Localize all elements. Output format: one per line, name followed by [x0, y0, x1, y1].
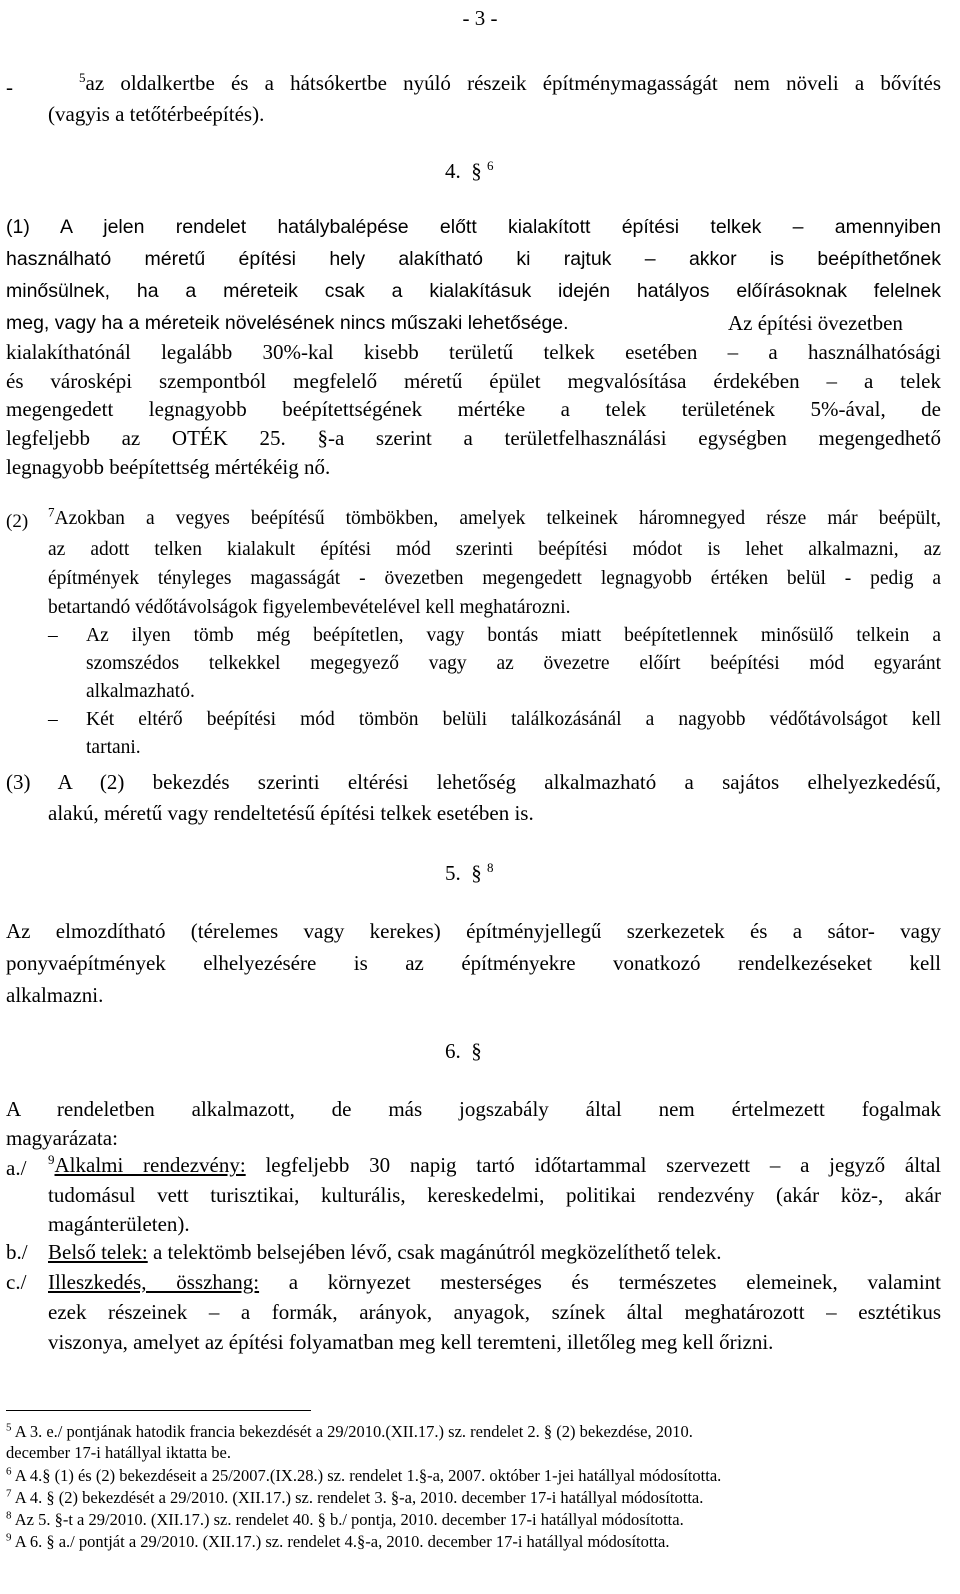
- para1-line-3: minősülnek, ha a méreteik csak a kialakításuk idején hatályos előírásoknak felelnek: [6, 280, 941, 302]
- section-5-line-3: alkalmazni.: [6, 983, 104, 1007]
- section-5-heading: 5. § $^8$: [445, 860, 494, 885]
- para1-line-8: legfeljebb az OTÉK 25. §-a szerint a területfelhasználási egységben megengedhető: [6, 426, 941, 450]
- para1-line-2: használható méretű építési hely alakítható ki rajtuk – akkor is beépíthetőnek: [6, 248, 941, 270]
- para1-line-4-tail: Az építési övezetben: [728, 311, 903, 335]
- bullet-1-line-3: alkalmazható.: [86, 681, 195, 702]
- definition-a-line-1: $^9$Alkalmi rendezvény: legfeljebb 30 napig tartó időtartammal szervezett – a jegyző által: [48, 1152, 941, 1177]
- section-6-heading: 6. §: [445, 1039, 482, 1063]
- definition-label: c./: [6, 1270, 27, 1294]
- definition-label: b./: [6, 1240, 28, 1264]
- section-6-intro-line-1: A rendeletben alkalmazott, de más jogszabály által nem értelmezett fogalmak: [6, 1097, 941, 1121]
- footnote-ref: 6: [487, 158, 494, 173]
- para1-line-7: megengedett legnagyobb beépítettségének mértéke a telek területének 5%-ával, de: [6, 397, 941, 421]
- para1-line-5: kialakíthatónál legalább 30%-kal kisebb területű telkek esetében – a használhatósági: [6, 340, 941, 364]
- footnote-ref: 9: [48, 1152, 55, 1167]
- footnote-separator: [6, 1410, 311, 1411]
- list-dash: -: [6, 75, 13, 99]
- item-line-2: (vagyis a tetőtérbeépítés).: [48, 102, 265, 126]
- definition-a-line-3: magánterületen).: [48, 1212, 190, 1236]
- para2-line-4: betartandó védőtávolságok figyelembevételével kell meghatározni.: [48, 597, 571, 618]
- para1-line-4: meg, vagy ha a méreteik növelésének nincs műszaki lehetősége.: [6, 312, 569, 334]
- para1-line-9: legnagyobb beépítettség mértékéig nő.: [6, 455, 331, 479]
- section-4-heading: 4. § $^6$: [445, 158, 494, 183]
- section-5-line-2: ponyvaépítmények elhelyezésére is az építményekre vonatkozó rendelkezéseket kell: [6, 951, 941, 975]
- footnote: $^8$ Az 5. §-t a 29/2010. (XII.17.) sz. rendelet 40. § b./ pontja, 2010. december 17-i hatállyal módosította.: [6, 1509, 684, 1529]
- definition-c-line-2: ezek részeinek – a formák, arányok, anyagok, színek által meghatározott – esztétikus: [48, 1300, 941, 1324]
- footnote: $^6$ A 4.§ (1) és (2) bekezdéseit a 25/2007.(IX.28.) sz. rendelet 1.§-a, 2007. október 1-jei hatállyal módosította.: [6, 1465, 722, 1485]
- bullet-dash: –: [48, 625, 58, 646]
- para1-line-6: és városképi szempontból megfelelő méretű épület megvalósítása érdekében – a telek: [6, 369, 941, 393]
- footnote: $^5$ A 3. e./ pontjának hatodik francia bekezdését a 29/2010.(XII.17.) sz. rendelet 2. § (2) bekezdése, 2010.: [6, 1421, 693, 1441]
- para2-line-3: építmények tényleges magasságát - övezetben megengedett legnagyobb értéken belül - pedig a: [48, 568, 941, 589]
- bullet-2-line-2: tartani.: [86, 737, 141, 758]
- definition-c-line-3: viszonya, amelyet az építési folyamatban meg kell teremteni, illetőleg meg kell őrizni.: [48, 1330, 774, 1354]
- footnote: $^9$ A 6. § a./ pontját a 29/2010. (XII.17.) sz. rendelet 4.§-a, 2010. december 17-i hatállyal módosította.: [6, 1531, 670, 1551]
- definition-a-line-2: tudomásul vett turisztikai, kulturális, kereskedelmi, politikai rendezvény (akár köz-, akár: [48, 1183, 941, 1207]
- definition-b-line-1: Belső telek: a telektömb belsejében lévő, csak magánútról megközelíthető telek.: [48, 1240, 722, 1264]
- item-line-1: $^5$az oldalkertbe és a hátsókertbe nyúló részeik építménymagasságát nem növeli a bővítés: [79, 70, 941, 95]
- para3-line-1: (3) A (2) bekezdés szerinti eltérési lehetőség alkalmazható a sajátos elhelyezkedésű,: [6, 770, 941, 794]
- para2-line-2: az adott telken kialakult építési mód szerinti beépítési módot is lehet alkalmazni, az: [48, 539, 941, 560]
- definition-term: Alkalmi rendezvény:: [54, 1153, 246, 1177]
- definition-c-line-1: Illeszkedés, összhang: a környezet mesterséges és természetes elemeinek, valamint: [48, 1270, 941, 1294]
- bullet-1-line-1: Az ilyen tömb még beépítetlen, vagy bontás miatt beépítetlennek minősülő telkein a: [86, 625, 941, 646]
- definition-term: Illeszkedés, összhang:: [48, 1270, 260, 1294]
- footnote-continuation: december 17-i hatállyal iktatta be.: [6, 1443, 231, 1462]
- footnote: $^7$ A 4. § (2) bekezdését a 29/2010. (XII.17.) sz. rendelet 3. §-a, 2010. december 17-i hatállyal módosította.: [6, 1487, 704, 1507]
- footnote-ref: 7: [48, 505, 55, 520]
- section-6-intro-line-2: magyarázata:: [6, 1126, 118, 1150]
- bullet-1-line-2: szomszédos telkekkel megegyező vagy az övezetre előírt beépítési mód egyaránt: [86, 653, 941, 674]
- page-number: - 3 -: [462, 6, 498, 30]
- footnote-ref: 5: [79, 70, 86, 85]
- para2-line-1: $^7$Azokban a vegyes beépítésű tömbökben, amelyek telkeinek háromnegyed része már beépült,: [48, 505, 941, 529]
- definition-term: Belső telek:: [48, 1240, 148, 1264]
- section-5-line-1: Az elmozdítható (térelemes vagy kerekes) építményjellegű szerkezetek és a sátor- vagy: [6, 919, 941, 943]
- footnote-ref: 8: [487, 860, 494, 875]
- para3-line-2: alakú, méretű vagy rendeltetésű építési telkek esetében is.: [48, 801, 534, 825]
- bullet-dash: –: [48, 709, 58, 730]
- para2-label: (2): [6, 511, 29, 532]
- definition-label: a./: [6, 1156, 27, 1180]
- para1-line-1: (1) A jelen rendelet hatálybalépése előtt kialakított építési telkek – amennyiben: [6, 216, 941, 238]
- bullet-2-line-1: Két eltérő beépítési mód tömbön belüli találkozásánál a nagyobb védőtávolságot kell: [86, 709, 941, 730]
